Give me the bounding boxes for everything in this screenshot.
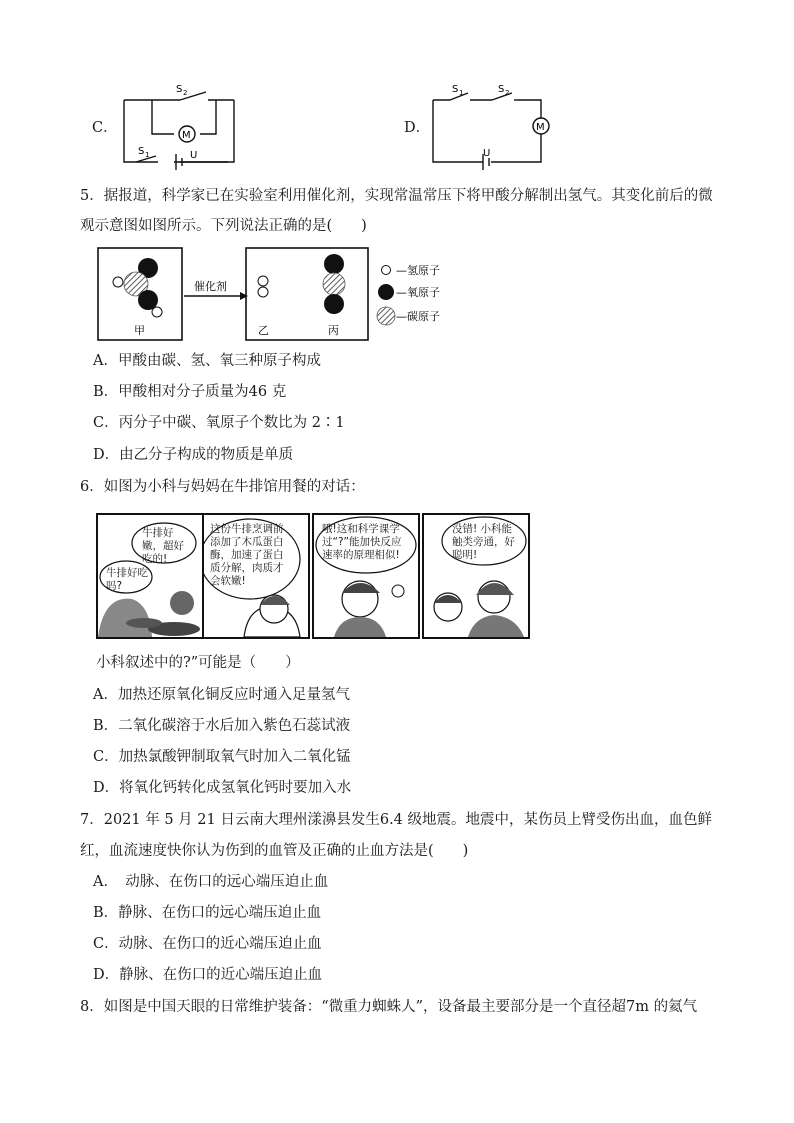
q7-option-b: B．静脉、在伤口的远心端压迫止血 [93, 905, 322, 921]
comic-panel-3 [312, 513, 420, 639]
q6-option-d: D．将氧化钙转化成氢氧化钙时要加入水 [93, 780, 352, 796]
q8-stem-line1: 8．如图是中国天眼的日常维护装备：“微重力蜘蛛人”，设备最主要部分是一个直径超7m 的氦气 [80, 999, 698, 1015]
molecule-diagram [96, 246, 476, 344]
q5-option-c: C．丙分子中碳、氧原子个数比为 2∶1 [93, 415, 345, 431]
svg-text:1: 1 [459, 89, 464, 97]
q5-option-d: D．由乙分子构成的物质是单质 [93, 447, 294, 463]
circuit-diagram-c [118, 80, 240, 170]
motor-label-c: M [182, 130, 191, 141]
s1-label-c: S [138, 146, 145, 157]
comic-panel-1 [96, 513, 204, 639]
comic-p4-text: 没错! 小科能触类旁通，好聪明! [452, 523, 515, 561]
q6-option-b: B．二氧化碳溶于水后加入紫色石蕊试液 [93, 718, 351, 734]
comic-p2-text: 这份牛排烹调前添加了木瓜蛋白酶，加速了蛋白质分解，肉质才会软嫩! [210, 523, 284, 587]
q7-stem-line2: 红，血流速度快你认为伤到的血管及正确的止血方法是( ) [80, 843, 469, 859]
q7-stem-line1: 7．2021 年 5 月 21 日云南大理州漾濞县发生6.4 级地震。地震中，某伤员上臂受伤出血，血色鲜 [80, 812, 713, 828]
q7-option-a: A． 动脉、在伤口的远心端压迫止血 [93, 874, 329, 890]
option-d-label: D． [404, 120, 431, 136]
legend-hydrogen: —氢原子 [396, 264, 440, 277]
svg-text:2: 2 [183, 89, 188, 97]
q6-followup: 小科叙述中的?”可能是（ ） [96, 655, 300, 671]
label-bing: 丙 [328, 324, 339, 337]
q5-option-b: B．甲酸相对分子质量为46 克 [93, 384, 287, 400]
legend-oxygen: —氧原子 [396, 286, 440, 299]
s2-label-c: S [176, 84, 183, 95]
svg-text:2: 2 [505, 89, 510, 97]
u-label-d: U [483, 148, 491, 159]
q7-option-c: C．动脉、在伤口的近心端压迫止血 [93, 936, 322, 952]
q6-stem: 6．如图为小科与妈妈在牛排馆用餐的对话： [80, 479, 365, 495]
q7-option-d: D．静脉、在伤口的近心端压迫止血 [93, 967, 323, 983]
svg-text:1: 1 [145, 151, 150, 159]
label-jia: 甲 [134, 324, 145, 337]
legend-carbon: —碳原子 [396, 310, 440, 323]
q5-stem-line2: 观示意图如图所示。下列说法正确的是( ) [80, 218, 367, 234]
label-catalyst: 催化剂 [194, 280, 227, 293]
circuit-diagram-d [428, 82, 550, 170]
s1-label-d: S [452, 84, 459, 95]
q5-option-a: A．甲酸由碳、氢、氧三种原子构成 [93, 353, 321, 369]
comic-panel-4 [422, 513, 530, 639]
s2-label-d: S [498, 84, 505, 95]
q6-option-c: C．加热氯酸钾制取氧气时加入二氧化锰 [93, 749, 351, 765]
label-yi: 乙 [258, 324, 269, 337]
q5-stem-line1: 5．据报道，科学家已在实验室利用催化剂，实现常温常压下将甲酸分解制出氢气。其变化前后的微 [80, 188, 713, 204]
comic-panel-2 [202, 513, 310, 639]
option-c-label: C． [92, 120, 118, 136]
comic-p1-kid-text: 牛排好吃吗? [106, 567, 148, 592]
comic-p1-mom-text: 牛排好嫩，超好吃的! [142, 527, 184, 565]
comic-p3-text: 哦!这和科学课学过“?”能加快反应速率的原理相似! [322, 523, 402, 561]
u-label-c: U [190, 150, 198, 161]
motor-label-d: M [536, 122, 545, 133]
q6-option-a: A．加热还原氧化铜反应时通入足量氢气 [93, 687, 350, 703]
